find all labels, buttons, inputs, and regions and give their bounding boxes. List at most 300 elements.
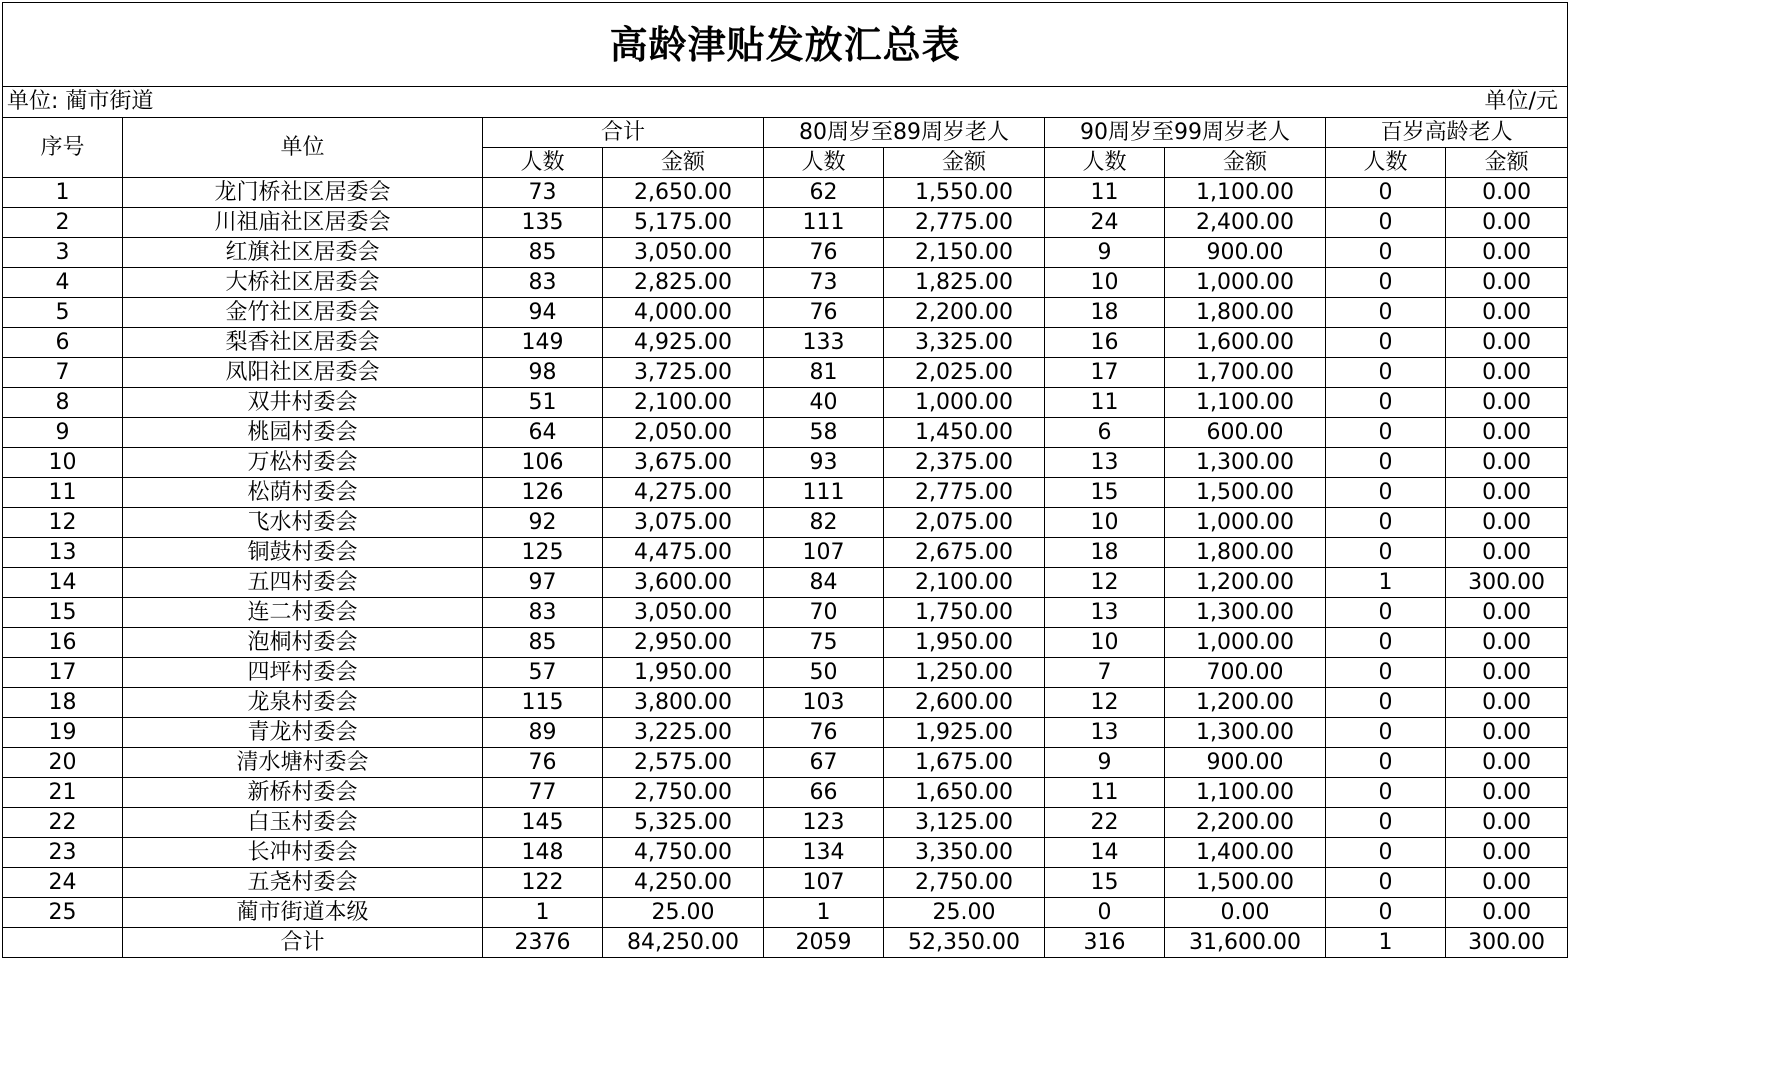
cell-100-amount: 0.00 (1446, 508, 1568, 538)
cell-100-count: 0 (1326, 658, 1446, 688)
cell-90-count: 22 (1045, 808, 1165, 838)
cell-unit: 白玉村委会 (123, 808, 483, 838)
cell-80-amount: 2,025.00 (884, 358, 1045, 388)
cell-100-count: 1 (1326, 928, 1446, 958)
cell-80-count: 93 (764, 448, 884, 478)
cell-total-amount: 3,725.00 (603, 358, 764, 388)
cell-80-count: 70 (764, 598, 884, 628)
table-row (3, 868, 1568, 898)
cell-80-count: 82 (764, 508, 884, 538)
cell-total-count: 98 (483, 358, 603, 388)
cell-90-count: 11 (1045, 388, 1165, 418)
cell-seq: 17 (3, 658, 123, 688)
cell-80-count: 107 (764, 538, 884, 568)
cell-100-count: 0 (1326, 628, 1446, 658)
cell-unit: 清水塘村委会 (123, 748, 483, 778)
cell-90-amount: 600.00 (1165, 418, 1326, 448)
cell-90-count: 17 (1045, 358, 1165, 388)
table-row (3, 418, 1568, 448)
cell-total-amount: 3,050.00 (603, 238, 764, 268)
cell-total-amount: 3,675.00 (603, 448, 764, 478)
cell-80-count: 76 (764, 238, 884, 268)
page-title: 高龄津贴发放汇总表 (3, 3, 1568, 87)
cell-90-amount: 1,700.00 (1165, 358, 1326, 388)
table-row (3, 298, 1568, 328)
cell-80-amount: 2,375.00 (884, 448, 1045, 478)
header-amount: 金额 (603, 148, 764, 178)
cell-total-count: 85 (483, 628, 603, 658)
cell-80-amount: 2,100.00 (884, 568, 1045, 598)
table-row (3, 178, 1568, 208)
cell-80-count: 76 (764, 298, 884, 328)
cell-seq: 5 (3, 298, 123, 328)
cell-total-count: 73 (483, 178, 603, 208)
cell-90-count: 13 (1045, 448, 1165, 478)
cell-90-amount: 1,000.00 (1165, 628, 1326, 658)
cell-80-amount: 1,675.00 (884, 748, 1045, 778)
cell-90-count: 9 (1045, 748, 1165, 778)
cell-80-count: 111 (764, 208, 884, 238)
currency-label-cell (884, 87, 1568, 118)
table-row (3, 208, 1568, 238)
cell-80-amount: 2,600.00 (884, 688, 1045, 718)
cell-100-count: 0 (1326, 688, 1446, 718)
cell-90-count: 11 (1045, 778, 1165, 808)
cell-total-amount: 2,950.00 (603, 628, 764, 658)
cell-80-amount: 1,550.00 (884, 178, 1045, 208)
cell-80-count: 50 (764, 658, 884, 688)
cell-90-amount: 1,300.00 (1165, 598, 1326, 628)
cell-90-amount: 1,500.00 (1165, 478, 1326, 508)
cell-100-amount: 0.00 (1446, 538, 1568, 568)
cell-90-count: 10 (1045, 268, 1165, 298)
cell-unit: 铜鼓村委会 (123, 538, 483, 568)
cell-90-count: 15 (1045, 478, 1165, 508)
cell-90-amount: 1,500.00 (1165, 868, 1326, 898)
table-row (3, 538, 1568, 568)
cell-90-amount: 2,400.00 (1165, 208, 1326, 238)
cell-total-count: 51 (483, 388, 603, 418)
cell-90-amount: 1,300.00 (1165, 718, 1326, 748)
cell-90-amount: 1,800.00 (1165, 538, 1326, 568)
cell-total-count: 148 (483, 838, 603, 868)
cell-unit: 合计 (123, 928, 483, 958)
cell-seq: 4 (3, 268, 123, 298)
cell-seq: 11 (3, 478, 123, 508)
cell-unit: 青龙村委会 (123, 718, 483, 748)
cell-100-amount: 0.00 (1446, 718, 1568, 748)
cell-90-amount: 1,100.00 (1165, 178, 1326, 208)
cell-unit: 龙泉村委会 (123, 688, 483, 718)
cell-total-amount: 3,050.00 (603, 598, 764, 628)
cell-80-amount: 2,075.00 (884, 508, 1045, 538)
cell-80-count: 76 (764, 718, 884, 748)
table-row (3, 478, 1568, 508)
cell-80-count: 133 (764, 328, 884, 358)
table-row (3, 448, 1568, 478)
cell-100-amount: 300.00 (1446, 928, 1568, 958)
cell-seq: 6 (3, 328, 123, 358)
table-row (3, 898, 1568, 928)
cell-80-count: 58 (764, 418, 884, 448)
cell-90-count: 7 (1045, 658, 1165, 688)
cell-100-count: 0 (1326, 538, 1446, 568)
cell-total-amount: 4,925.00 (603, 328, 764, 358)
cell-unit: 大桥社区居委会 (123, 268, 483, 298)
cell-total-count: 94 (483, 298, 603, 328)
cell-unit: 蔺市街道本级 (123, 898, 483, 928)
cell-90-amount: 1,800.00 (1165, 298, 1326, 328)
cell-total-count: 149 (483, 328, 603, 358)
cell-100-amount: 0.00 (1446, 478, 1568, 508)
cell-total-count: 145 (483, 808, 603, 838)
cell-100-amount: 0.00 (1446, 448, 1568, 478)
cell-90-count: 24 (1045, 208, 1165, 238)
cell-total-count: 2376 (483, 928, 603, 958)
cell-90-amount: 1,100.00 (1165, 388, 1326, 418)
cell-unit: 松荫村委会 (123, 478, 483, 508)
cell-80-count: 2059 (764, 928, 884, 958)
cell-total-amount: 4,250.00 (603, 868, 764, 898)
cell-80-amount: 2,200.00 (884, 298, 1045, 328)
header-group-total: 合计 (483, 118, 764, 148)
cell-unit: 川祖庙社区居委会 (123, 208, 483, 238)
cell-100-amount: 0.00 (1446, 628, 1568, 658)
table-row (3, 238, 1568, 268)
table-row (3, 718, 1568, 748)
cell-100-amount: 0.00 (1446, 688, 1568, 718)
cell-100-count: 0 (1326, 508, 1446, 538)
table-row (3, 508, 1568, 538)
cell-total-amount: 3,075.00 (603, 508, 764, 538)
cell-100-count: 0 (1326, 778, 1446, 808)
header-seq: 序号 (3, 118, 123, 178)
cell-total-count: 83 (483, 268, 603, 298)
cell-total-count: 97 (483, 568, 603, 598)
cell-total-count: 126 (483, 478, 603, 508)
cell-90-count: 12 (1045, 568, 1165, 598)
cell-100-count: 0 (1326, 418, 1446, 448)
cell-unit: 四坪村委会 (123, 658, 483, 688)
cell-80-amount: 2,775.00 (884, 208, 1045, 238)
cell-100-count: 0 (1326, 478, 1446, 508)
cell-total-count: 85 (483, 238, 603, 268)
cell-total-amount: 2,050.00 (603, 418, 764, 448)
cell-90-amount: 1,000.00 (1165, 508, 1326, 538)
cell-total-amount: 5,325.00 (603, 808, 764, 838)
currency-label: 单位/元 (1484, 89, 1558, 114)
cell-unit: 双井村委会 (123, 388, 483, 418)
cell-total-count: 83 (483, 598, 603, 628)
cell-100-amount: 0.00 (1446, 658, 1568, 688)
cell-unit: 龙门桥社区居委会 (123, 178, 483, 208)
cell-seq (3, 928, 123, 958)
cell-100-amount: 0.00 (1446, 238, 1568, 268)
cell-seq: 25 (3, 898, 123, 928)
cell-90-count: 6 (1045, 418, 1165, 448)
cell-seq: 16 (3, 628, 123, 658)
header-amount: 金额 (1165, 148, 1326, 178)
cell-total-amount: 3,225.00 (603, 718, 764, 748)
cell-80-amount: 1,650.00 (884, 778, 1045, 808)
table-row (3, 358, 1568, 388)
cell-80-amount: 1,750.00 (884, 598, 1045, 628)
cell-total-amount: 2,825.00 (603, 268, 764, 298)
cell-total-count: 125 (483, 538, 603, 568)
cell-total-amount: 2,750.00 (603, 778, 764, 808)
cell-80-amount: 2,675.00 (884, 538, 1045, 568)
cell-90-count: 13 (1045, 718, 1165, 748)
cell-80-amount: 3,325.00 (884, 328, 1045, 358)
cell-seq: 7 (3, 358, 123, 388)
cell-100-amount: 0.00 (1446, 388, 1568, 418)
cell-80-count: 81 (764, 358, 884, 388)
cell-100-count: 0 (1326, 598, 1446, 628)
cell-80-count: 75 (764, 628, 884, 658)
cell-unit: 金竹社区居委会 (123, 298, 483, 328)
cell-80-amount: 2,775.00 (884, 478, 1045, 508)
cell-90-amount: 2,200.00 (1165, 808, 1326, 838)
cell-100-count: 0 (1326, 838, 1446, 868)
cell-seq: 1 (3, 178, 123, 208)
cell-90-count: 14 (1045, 838, 1165, 868)
cell-90-amount: 900.00 (1165, 748, 1326, 778)
cell-80-count: 73 (764, 268, 884, 298)
cell-unit: 梨香社区居委会 (123, 328, 483, 358)
cell-100-amount: 0.00 (1446, 178, 1568, 208)
cell-100-amount: 0.00 (1446, 898, 1568, 928)
table-row (3, 748, 1568, 778)
cell-seq: 23 (3, 838, 123, 868)
header-group-100: 百岁高龄老人 (1326, 118, 1568, 148)
cell-seq: 20 (3, 748, 123, 778)
cell-100-amount: 0.00 (1446, 838, 1568, 868)
cell-total-amount: 2,575.00 (603, 748, 764, 778)
cell-80-count: 67 (764, 748, 884, 778)
cell-100-count: 0 (1326, 448, 1446, 478)
cell-90-amount: 1,100.00 (1165, 778, 1326, 808)
cell-seq: 14 (3, 568, 123, 598)
cell-80-amount: 1,950.00 (884, 628, 1045, 658)
cell-80-amount: 2,150.00 (884, 238, 1045, 268)
cell-80-count: 123 (764, 808, 884, 838)
cell-90-count: 18 (1045, 298, 1165, 328)
cell-90-amount: 900.00 (1165, 238, 1326, 268)
cell-seq: 18 (3, 688, 123, 718)
cell-unit: 飞水村委会 (123, 508, 483, 538)
cell-90-count: 0 (1045, 898, 1165, 928)
table-row (3, 688, 1568, 718)
cell-seq: 24 (3, 868, 123, 898)
cell-90-amount: 1,000.00 (1165, 268, 1326, 298)
cell-total-count: 135 (483, 208, 603, 238)
cell-80-count: 111 (764, 478, 884, 508)
cell-100-count: 0 (1326, 808, 1446, 838)
header-count: 人数 (1326, 148, 1446, 178)
header-unit: 单位 (123, 118, 483, 178)
header-count: 人数 (1045, 148, 1165, 178)
cell-total-amount: 25.00 (603, 898, 764, 928)
table-row (3, 628, 1568, 658)
header-count: 人数 (483, 148, 603, 178)
cell-90-amount: 31,600.00 (1165, 928, 1326, 958)
cell-100-amount: 0.00 (1446, 418, 1568, 448)
cell-90-count: 15 (1045, 868, 1165, 898)
cell-80-amount: 1,825.00 (884, 268, 1045, 298)
cell-100-amount: 0.00 (1446, 208, 1568, 238)
header-amount: 金额 (1446, 148, 1568, 178)
cell-100-amount: 0.00 (1446, 598, 1568, 628)
cell-80-amount: 25.00 (884, 898, 1045, 928)
cell-100-count: 0 (1326, 238, 1446, 268)
cell-90-count: 11 (1045, 178, 1165, 208)
cell-100-count: 0 (1326, 178, 1446, 208)
cell-100-amount: 0.00 (1446, 358, 1568, 388)
cell-total-count: 1 (483, 898, 603, 928)
cell-80-count: 84 (764, 568, 884, 598)
cell-100-count: 0 (1326, 328, 1446, 358)
cell-100-amount: 0.00 (1446, 868, 1568, 898)
table-row (3, 388, 1568, 418)
cell-80-amount: 1,450.00 (884, 418, 1045, 448)
cell-total-amount: 4,475.00 (603, 538, 764, 568)
cell-90-count: 316 (1045, 928, 1165, 958)
cell-unit: 五尧村委会 (123, 868, 483, 898)
cell-seq: 9 (3, 418, 123, 448)
cell-unit: 长冲村委会 (123, 838, 483, 868)
table-row (3, 268, 1568, 298)
cell-80-count: 66 (764, 778, 884, 808)
cell-total-count: 89 (483, 718, 603, 748)
cell-80-amount: 1,000.00 (884, 388, 1045, 418)
cell-100-count: 0 (1326, 388, 1446, 418)
cell-total-count: 57 (483, 658, 603, 688)
cell-90-count: 16 (1045, 328, 1165, 358)
cell-80-count: 103 (764, 688, 884, 718)
table-row (3, 778, 1568, 808)
cell-80-amount: 3,350.00 (884, 838, 1045, 868)
cell-total-count: 64 (483, 418, 603, 448)
cell-90-amount: 1,400.00 (1165, 838, 1326, 868)
cell-unit: 五四村委会 (123, 568, 483, 598)
table-row (3, 598, 1568, 628)
cell-unit: 万松村委会 (123, 448, 483, 478)
cell-total-count: 76 (483, 748, 603, 778)
cell-total-amount: 84,250.00 (603, 928, 764, 958)
cell-total-amount: 4,000.00 (603, 298, 764, 328)
cell-90-amount: 700.00 (1165, 658, 1326, 688)
cell-100-count: 0 (1326, 298, 1446, 328)
cell-unit: 桃园村委会 (123, 418, 483, 448)
cell-100-amount: 0.00 (1446, 328, 1568, 358)
cell-80-count: 134 (764, 838, 884, 868)
header-amount: 金额 (884, 148, 1045, 178)
cell-total-count: 115 (483, 688, 603, 718)
cell-90-amount: 1,200.00 (1165, 568, 1326, 598)
header-count: 人数 (764, 148, 884, 178)
table-row (3, 808, 1568, 838)
cell-90-count: 13 (1045, 598, 1165, 628)
table-row (3, 838, 1568, 868)
cell-total-amount: 3,800.00 (603, 688, 764, 718)
header-group-90-99: 90周岁至99周岁老人 (1045, 118, 1326, 148)
cell-90-amount: 1,200.00 (1165, 688, 1326, 718)
cell-90-amount: 0.00 (1165, 898, 1326, 928)
cell-90-count: 9 (1045, 238, 1165, 268)
cell-100-count: 0 (1326, 748, 1446, 778)
cell-100-amount: 0.00 (1446, 808, 1568, 838)
cell-80-amount: 3,125.00 (884, 808, 1045, 838)
cell-seq: 22 (3, 808, 123, 838)
cell-100-count: 0 (1326, 718, 1446, 748)
cell-seq: 15 (3, 598, 123, 628)
cell-100-amount: 0.00 (1446, 298, 1568, 328)
cell-seq: 2 (3, 208, 123, 238)
cell-100-count: 0 (1326, 268, 1446, 298)
cell-total-amount: 2,100.00 (603, 388, 764, 418)
cell-100-amount: 0.00 (1446, 748, 1568, 778)
cell-100-count: 1 (1326, 568, 1446, 598)
cell-total-amount: 3,600.00 (603, 568, 764, 598)
cell-80-count: 62 (764, 178, 884, 208)
subsidy-table (2, 2, 1568, 958)
header-group-80-89: 80周岁至89周岁老人 (764, 118, 1045, 148)
cell-100-amount: 0.00 (1446, 268, 1568, 298)
cell-80-count: 40 (764, 388, 884, 418)
cell-total-amount: 4,750.00 (603, 838, 764, 868)
cell-total-amount: 1,950.00 (603, 658, 764, 688)
cell-100-count: 0 (1326, 358, 1446, 388)
cell-unit: 新桥村委会 (123, 778, 483, 808)
cell-100-amount: 0.00 (1446, 778, 1568, 808)
total-row (3, 928, 1568, 958)
cell-100-count: 0 (1326, 208, 1446, 238)
cell-100-count: 0 (1326, 868, 1446, 898)
cell-100-amount: 300.00 (1446, 568, 1568, 598)
cell-total-amount: 4,275.00 (603, 478, 764, 508)
cell-80-amount: 1,250.00 (884, 658, 1045, 688)
summary-sheet (2, 2, 1567, 958)
cell-total-count: 77 (483, 778, 603, 808)
cell-seq: 3 (3, 238, 123, 268)
cell-90-count: 18 (1045, 538, 1165, 568)
cell-100-count: 0 (1326, 898, 1446, 928)
table-row (3, 658, 1568, 688)
table-row (3, 568, 1568, 598)
cell-total-amount: 5,175.00 (603, 208, 764, 238)
cell-90-count: 12 (1045, 688, 1165, 718)
cell-seq: 19 (3, 718, 123, 748)
cell-total-count: 92 (483, 508, 603, 538)
cell-unit: 连二村委会 (123, 598, 483, 628)
cell-total-count: 106 (483, 448, 603, 478)
cell-unit: 红旗社区居委会 (123, 238, 483, 268)
cell-80-amount: 1,925.00 (884, 718, 1045, 748)
cell-seq: 8 (3, 388, 123, 418)
cell-unit: 凤阳社区居委会 (123, 358, 483, 388)
cell-seq: 21 (3, 778, 123, 808)
unit-label: 单位: 蔺市街道 (3, 87, 884, 118)
cell-80-amount: 2,750.00 (884, 868, 1045, 898)
cell-80-amount: 52,350.00 (884, 928, 1045, 958)
table-row (3, 328, 1568, 358)
cell-seq: 10 (3, 448, 123, 478)
cell-seq: 13 (3, 538, 123, 568)
cell-90-count: 10 (1045, 508, 1165, 538)
cell-90-amount: 1,300.00 (1165, 448, 1326, 478)
cell-90-count: 10 (1045, 628, 1165, 658)
cell-total-count: 122 (483, 868, 603, 898)
